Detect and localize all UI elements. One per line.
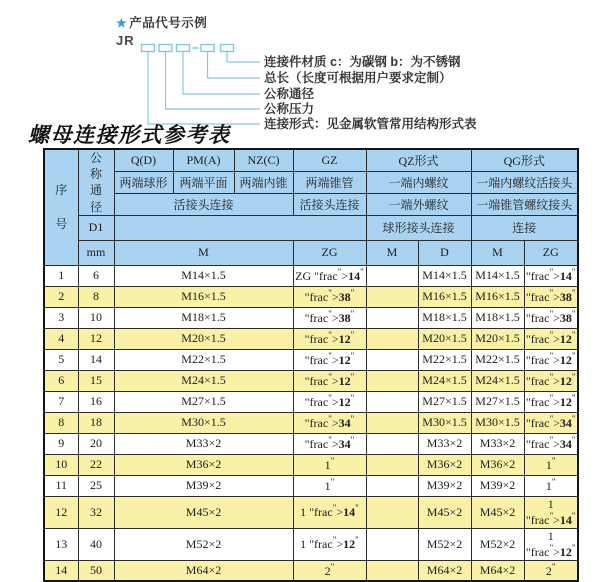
cell-dn: 8: [78, 286, 114, 307]
nut-connection-table: [43, 148, 579, 582]
leader-line: [148, 52, 260, 124]
header-nz-code: NZ(C): [234, 149, 293, 171]
code-label-material: 连接件材质 c：为碳钢 b：为不锈钢: [264, 55, 461, 69]
header-qz-code: QZ形式: [366, 149, 471, 171]
cell-qg-zg: 1 "frac">14": [524, 496, 578, 528]
cell-dn: 50: [78, 560, 114, 581]
header-union-gz: 活接头连接: [293, 193, 366, 215]
cell-qg-zg: 1": [524, 454, 578, 475]
cell-qz-m: [366, 528, 418, 560]
header-qg-code: QG形式: [471, 149, 578, 171]
cell-qz-d: M20×1.5: [418, 328, 471, 349]
cell-dn: 14: [78, 349, 114, 370]
header-qz-conn: 球形接头连接: [366, 215, 471, 240]
cell-m: M39×2: [114, 475, 293, 496]
cell-qz-m: [366, 328, 418, 349]
cell-no: 12: [44, 496, 78, 528]
cell-qz-d: M30×1.5: [418, 412, 471, 433]
table-row: [44, 265, 578, 286]
cell-m: M33×2: [114, 433, 293, 454]
cell-m: M30×1.5: [114, 412, 293, 433]
leader-line: [166, 52, 261, 109]
header-gz-code: GZ: [293, 149, 366, 171]
cell-no: 5: [44, 349, 78, 370]
cell-no: 1: [44, 265, 78, 286]
cell-qg-m: M16×1.5: [471, 286, 524, 307]
cell-qz-m: [366, 475, 418, 496]
cell-dn: 20: [78, 433, 114, 454]
cell-no: 3: [44, 307, 78, 328]
cell-zg: "frac">34": [293, 433, 366, 454]
cell-zg: "frac">12": [293, 349, 366, 370]
leader-line: [183, 52, 260, 94]
diagram-title-text: 产品代号示例: [129, 16, 208, 30]
cell-qg-zg: "frac">12": [524, 370, 578, 391]
header-qz-desc1: 一端内螺纹: [366, 171, 471, 193]
header-nz-desc: 两端内锥: [234, 171, 293, 193]
cell-zg: 2": [293, 560, 366, 581]
cell-qg-m: M36×2: [471, 454, 524, 475]
code-box: [201, 45, 214, 52]
cell-qz-d: M14×1.5: [418, 265, 471, 286]
cell-dn: 6: [78, 265, 114, 286]
header-pm-desc: 两端平面: [173, 171, 234, 193]
cell-m: M27×1.5: [114, 391, 293, 412]
header-pm-code: PM(A): [173, 149, 234, 171]
cell-qg-zg: "frac">34": [524, 412, 578, 433]
cell-qz-d: M33×2: [418, 433, 471, 454]
table-row: [44, 496, 578, 528]
cell-qg-zg: "frac">12": [524, 328, 578, 349]
header-gz-desc: 两端锥管: [293, 171, 366, 193]
cell-qg-m: M45×2: [471, 496, 524, 528]
cell-qg-m: M22×1.5: [471, 349, 524, 370]
cell-qg-zg: 2": [524, 560, 578, 581]
table-row: [44, 560, 578, 581]
code-prefix: JR: [116, 33, 135, 48]
cell-qg-zg: "frac">12": [524, 391, 578, 412]
cell-qg-m: M39×2: [471, 475, 524, 496]
header-qg-m-label: M: [471, 240, 524, 265]
header-qz-d-label: D: [418, 240, 471, 265]
cell-qg-m: M24×1.5: [471, 370, 524, 391]
table-row: [44, 307, 578, 328]
cell-qz-m: [366, 560, 418, 581]
cell-zg: "frac">38": [293, 286, 366, 307]
table-row: [44, 328, 578, 349]
cell-qz-m: [366, 265, 418, 286]
cell-qz-d: M27×1.5: [418, 391, 471, 412]
header-qg-conn: 连接: [471, 215, 578, 240]
cell-m: M45×2: [114, 496, 293, 528]
leader-line: [208, 52, 261, 78]
cell-dn: 22: [78, 454, 114, 475]
cell-dn: 12: [78, 328, 114, 349]
cell-qz-d: M24×1.5: [418, 370, 471, 391]
cell-m: M22×1.5: [114, 349, 293, 370]
cell-m: M16×1.5: [114, 286, 293, 307]
cell-qz-m: [366, 433, 418, 454]
table-row: [44, 454, 578, 475]
header-empty-cell: [114, 215, 366, 240]
cell-no: 2: [44, 286, 78, 307]
cell-qg-m: M64×2: [471, 560, 524, 581]
cell-m: M36×2: [114, 454, 293, 475]
leader-line: [227, 52, 260, 62]
cell-qz-m: [366, 370, 418, 391]
cell-qz-m: [366, 391, 418, 412]
table-row: [44, 286, 578, 307]
cell-qz-d: M45×2: [418, 496, 471, 528]
cell-zg: "frac">12": [293, 391, 366, 412]
code-box: [159, 45, 172, 52]
header-mm: mm: [78, 240, 114, 265]
cell-qg-m: M27×1.5: [471, 391, 524, 412]
cell-qz-m: [366, 496, 418, 528]
cell-dn: 15: [78, 370, 114, 391]
cell-m: M52×2: [114, 528, 293, 560]
cell-qg-m: M14×1.5: [471, 265, 524, 286]
cell-no: 10: [44, 454, 78, 475]
cell-qz-m: [366, 349, 418, 370]
cell-zg: "frac">12": [293, 370, 366, 391]
cell-m: M24×1.5: [114, 370, 293, 391]
cell-qg-zg: "frac">38": [524, 286, 578, 307]
cell-zg: 1": [293, 454, 366, 475]
cell-no: 4: [44, 328, 78, 349]
cell-zg: 1 "frac">14": [293, 496, 366, 528]
cell-zg: "frac">12": [293, 328, 366, 349]
table-row: [44, 349, 578, 370]
header-qz-desc2: 一端外螺纹: [366, 193, 471, 215]
table-row: [44, 475, 578, 496]
header-m-label: M: [114, 240, 293, 265]
cell-qg-zg: "frac">34": [524, 433, 578, 454]
cell-m: M14×1.5: [114, 265, 293, 286]
cell-qg-m: M18×1.5: [471, 307, 524, 328]
cell-no: 8: [44, 412, 78, 433]
cell-qg-zg: "frac">14": [524, 265, 578, 286]
cell-qz-d: M18×1.5: [418, 307, 471, 328]
cell-qz-m: [366, 412, 418, 433]
star-icon: ★: [116, 16, 128, 30]
code-box: [221, 45, 234, 52]
cell-qg-zg: 1": [524, 475, 578, 496]
cell-no: 13: [44, 528, 78, 560]
header-union-left: 活接头连接: [114, 193, 293, 215]
cell-qz-m: [366, 286, 418, 307]
table-header: [44, 149, 578, 265]
cell-m: M18×1.5: [114, 307, 293, 328]
table-row: [44, 391, 578, 412]
header-qz-m-label: M: [366, 240, 418, 265]
code-box: [142, 45, 155, 52]
cell-qg-zg: 1 "frac">12": [524, 528, 578, 560]
cell-m: M64×2: [114, 560, 293, 581]
cell-dn: 25: [78, 475, 114, 496]
cell-dn: 18: [78, 412, 114, 433]
cell-qz-m: [366, 454, 418, 475]
cell-zg: "frac">34": [293, 412, 366, 433]
cell-zg: "frac">38": [293, 307, 366, 328]
cell-m: M20×1.5: [114, 328, 293, 349]
cell-zg: 1 "frac">12": [293, 528, 366, 560]
table-row: [44, 528, 578, 560]
cell-qg-m: M52×2: [471, 528, 524, 560]
table-row: [44, 370, 578, 391]
cell-qz-m: [366, 307, 418, 328]
table-body: [44, 265, 578, 581]
code-label-connection: 连接形式：见金属软管常用结构形式表: [264, 117, 477, 131]
cell-qg-m: M30×1.5: [471, 412, 524, 433]
cell-qg-zg: "frac">12": [524, 349, 578, 370]
cell-no: 6: [44, 370, 78, 391]
table-row: [44, 433, 578, 454]
cell-dn: 16: [78, 391, 114, 412]
cell-zg: ZG "frac">14": [293, 265, 366, 286]
header-dn: 公称通径: [78, 149, 114, 215]
code-label-pressure: 公称压力: [264, 102, 315, 116]
cell-no: 11: [44, 475, 78, 496]
header-d1: D1: [78, 215, 114, 240]
table-title: 螺母连接形式参考表: [28, 122, 231, 147]
cell-no: 14: [44, 560, 78, 581]
cell-qz-d: M52×2: [418, 528, 471, 560]
cell-dn: 10: [78, 307, 114, 328]
cell-qz-d: M36×2: [418, 454, 471, 475]
code-box: [177, 45, 190, 52]
code-label-length: 总长（长度可根据用户要求定制）: [264, 71, 452, 85]
cell-qg-m: M33×2: [471, 433, 524, 454]
cell-zg: 1": [293, 475, 366, 496]
cell-qg-m: M20×1.5: [471, 328, 524, 349]
cell-qz-d: M39×2: [418, 475, 471, 496]
header-q-desc: 两端球形: [114, 171, 173, 193]
cell-dn: 32: [78, 496, 114, 528]
header-q-code: Q(D): [114, 149, 173, 171]
cell-qz-d: M16×1.5: [418, 286, 471, 307]
cell-qg-zg: "frac">38": [524, 307, 578, 328]
cell-qz-d: M64×2: [418, 560, 471, 581]
cell-dn: 40: [78, 528, 114, 560]
cell-no: 7: [44, 391, 78, 412]
cell-no: 9: [44, 433, 78, 454]
table-row: [44, 412, 578, 433]
header-qg-desc1: 一端内螺纹活接头: [471, 171, 578, 193]
header-qg-zg-label: ZG: [524, 240, 578, 265]
header-seq: 序号: [44, 149, 78, 265]
header-qg-desc2: 一端锥管螺纹接头: [471, 193, 578, 215]
header-zg-label: ZG: [293, 240, 366, 265]
cell-qz-d: M22×1.5: [418, 349, 471, 370]
code-label-diameter: 公称通径: [264, 87, 315, 101]
